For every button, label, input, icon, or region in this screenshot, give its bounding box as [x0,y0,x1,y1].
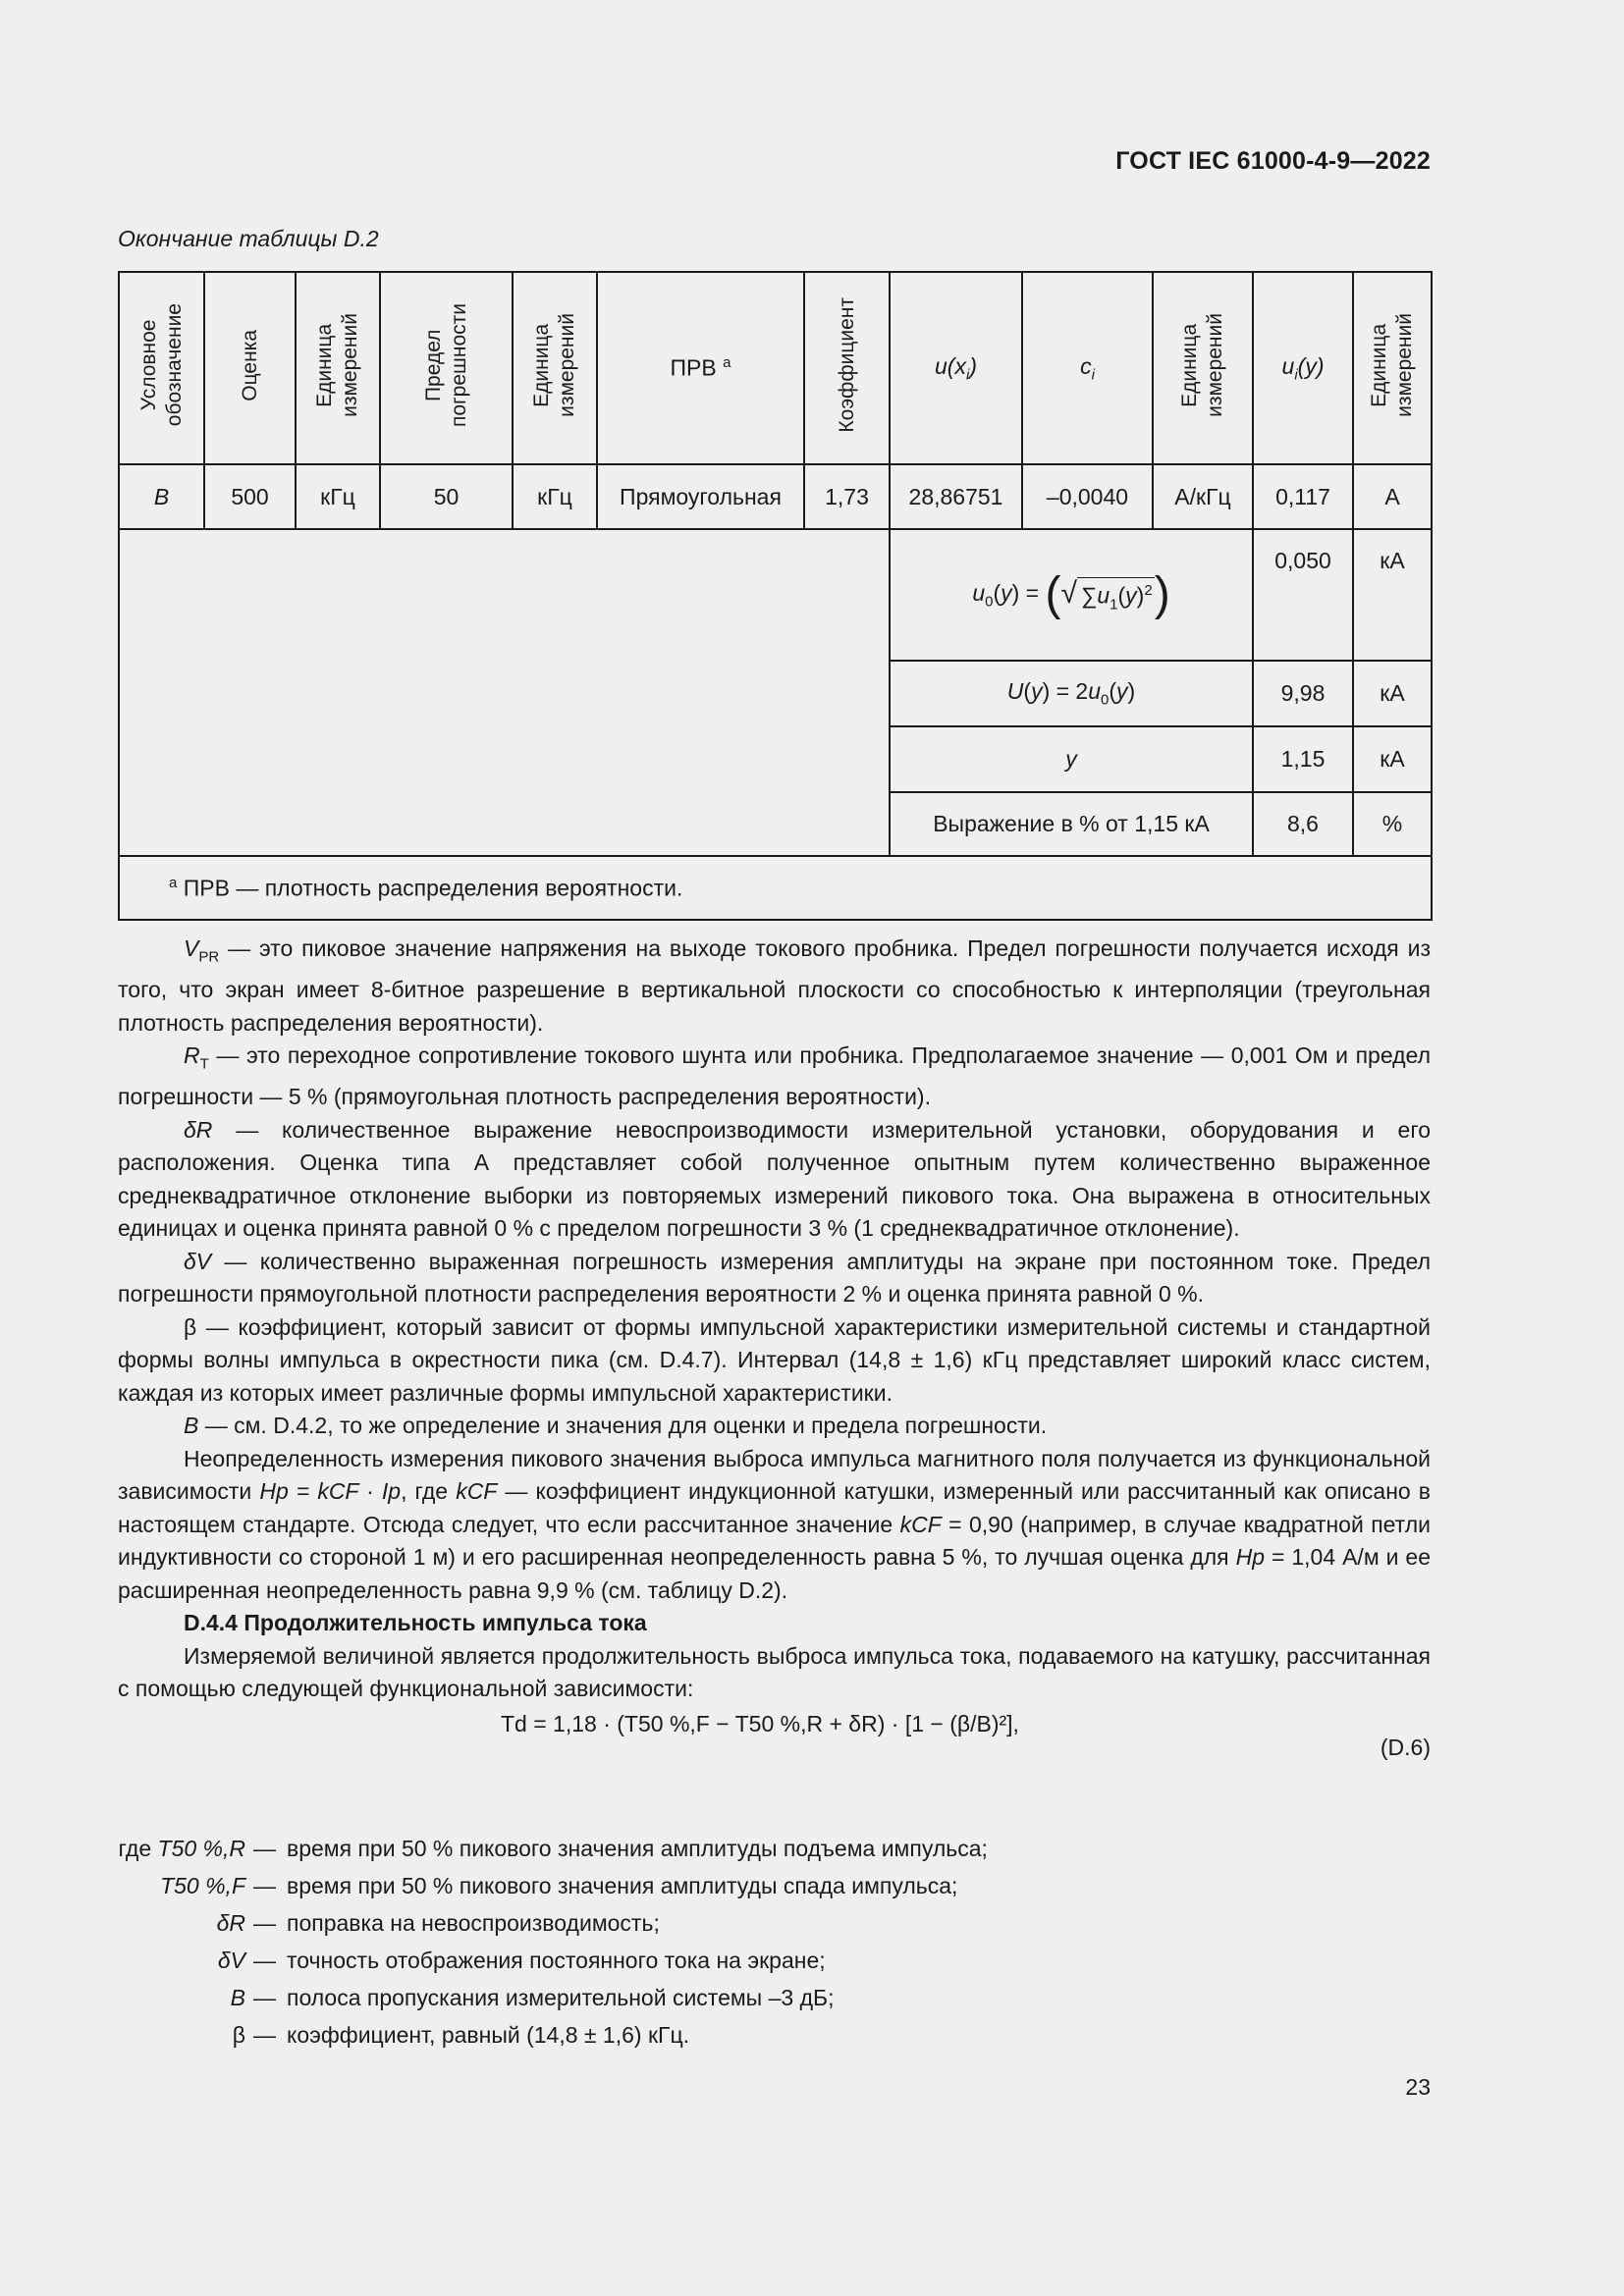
page-number: 23 [1405,2074,1431,2100]
uncertainty-table [118,271,1433,921]
paragraph: $R_T$ — это переходное сопротивление токового шунта или пробника. Предполагаемое значение — 0,001 Ом и предел погрешности — 5 % (прямоугольная плотность распределения вероятности). [118,1042,1431,1110]
col-coefficient: Коэффициент [804,272,890,464]
legend-item: β — коэффициент, равный (14,8 ± 1,6) кГц. [232,2021,690,2048]
cell-unit-3: А/кГц [1153,464,1253,529]
col-unit-3: Единица измерений [1153,272,1253,464]
table-row [119,464,1432,529]
cell-unit-2: кГц [513,464,597,529]
combined-uncertainty-formula: $u_0(y)$ = ( √ $\sum u_1(y)^2$ ) [890,529,1253,661]
legend-item: δV — точность отображения постоянного тока на экране; [217,1947,826,1973]
summary-value: 8,6 [1253,792,1353,856]
summary-value: 1,15 [1253,726,1353,792]
cell-ci: –0,0040 [1022,464,1153,529]
expanded-uncertainty-formula: $U(y) = 2u_0(y)$ [890,661,1253,726]
cell-uxi: 28,86751 [890,464,1022,529]
col-unit-4: Единица измерений [1353,272,1432,464]
paragraph: B — см. D.4.2, то же определение и значения для оценки и предела погрешности. [184,1413,1048,1439]
legend-item: B — полоса пропускания измерительной системы –3 дБ; [230,1984,835,2010]
cell-unit-1: кГц [296,464,380,529]
cell-uiy: 0,117 [1253,464,1353,529]
summary-row [119,529,1432,661]
equation-label: (D.6) [1380,1735,1431,1760]
summary-label: y [890,726,1253,792]
equation-d6 [118,1701,1431,1795]
paragraph: Измеряемой величиной является продолжительность выброса импульса тока, подаваемого на катушку, рассчитанная с помощью следующей функциональной зависимости: [118,1642,1431,1702]
equation-expression: Td = 1,18 · (T50 %,F − T50 %,R + δR) · [1 − (β/B)²], [501,1711,1019,1736]
cell-coefficient: 1,73 [804,464,890,529]
summary-unit: кА [1353,661,1432,726]
col-prv: ПРВ $^a$ [597,272,804,464]
col-uiy: $u_i(y)$ [1253,272,1353,464]
summary-value: 9,98 [1253,661,1353,726]
symbol-legend [118,1830,988,2054]
blank-area [119,529,890,856]
legend-item: δR — поправка на невоспроизводимость; [216,1909,660,1936]
paragraph: $V_{PR}$ — это пиковое значение напряжения на выходе токового пробника. Предел погрешности получается исходя из того, что экран имеет 8-битное разрешение в вертикальной плоскости со способностью к интерполяции (треугольная плотность распределения вероятности). [118,935,1431,1036]
cell-unit-4: А [1353,464,1432,529]
cell-prv: Прямоугольная [597,464,804,529]
summary-unit: кА [1353,529,1432,661]
paragraph: δR — количественное выражение невоспроизводимости измерительной установки, оборудования и его расположения. Оценка типа А представляет собой полученное опытным путем количественно выраженное среднеквадратичное отклонение выборки из повторяемых измерений пикового тока. Она выражена в относительных единицах и оценка принята равной 0 % с пределом погрешности 3 % (1 среднеквадратичное отклонение). [118,1116,1431,1242]
paragraph: Неопределенность измерения пикового значения выброса импульса магнитного поля получается из функциональной зависимости Hp = kCF · Ip, где kCF — коэффициент индукционной катушки, измеренный или рассчитанный как описано в настоящем стандарте. Отсюда следует, что если рассчитанное значение kCF = 0,90 (например, в случае квадратной петли индуктивности со стороной 1 м) и его расширенная неопределенность равна 5 %, то лучшая оценка для Hp = 1,04 А/м и ее расширенная неопределенность равна 9,9 % (см. таблицу D.2). [118,1445,1432,1603]
col-unit-1: Единица измерений [296,272,380,464]
summary-label: Выражение в % от 1,15 кА [890,792,1253,856]
section-heading: D.4.4 Продолжительность импульса тока [184,1610,647,1636]
table-footnote-row [119,856,1432,920]
paragraph: β — коэффициент, который зависит от формы импульсной характеристики измерительной системы и стандартной формы волны импульса в окрестности пика (см. D.4.7). Интервал (14,8 ± 1,6) кГц представляет широкий класс систем, каждая из которых имеет различные формы импульсной характеристики. [118,1313,1431,1406]
legend-item: где T50 %,R — время при 50 % пикового значения амплитуды подъема импульса; [118,1835,988,1861]
summary-unit: % [1353,792,1432,856]
table-footnote: $^а$ ПРВ — плотность распределения вероятности. [119,856,1432,920]
col-estimate: Оценка [204,272,296,464]
col-uxi: $u(x_i)$ [890,272,1022,464]
cell-estimate: 500 [204,464,296,529]
col-ci: $c_i$ [1022,272,1153,464]
col-unit-2: Единица измерений [513,272,597,464]
table-header-row [119,272,1432,464]
cell-symbol: B [119,464,204,529]
summary-value: 0,050 [1253,529,1353,661]
col-symbol: Условное обозначение [119,272,204,464]
legend-item: T50 %,F — время при 50 % пикового значения амплитуды спада импульса; [160,1872,958,1898]
col-error-limit: Предел погрешности [380,272,513,464]
table-caption: Окончание таблицы D.2 [118,226,379,251]
standard-header: ГОСТ IEC 61000-4-9—2022 [1115,147,1431,175]
summary-unit: кА [1353,726,1432,792]
paragraph: δV — количественно выраженная погрешность измерения амплитуды на экране при постоянном токе. Предел погрешности прямоугольной плотности распределения вероятности 2 % и оценка принята равной 0 %. [118,1248,1431,1308]
body-text [118,933,1431,1706]
cell-error-limit: 50 [380,464,513,529]
